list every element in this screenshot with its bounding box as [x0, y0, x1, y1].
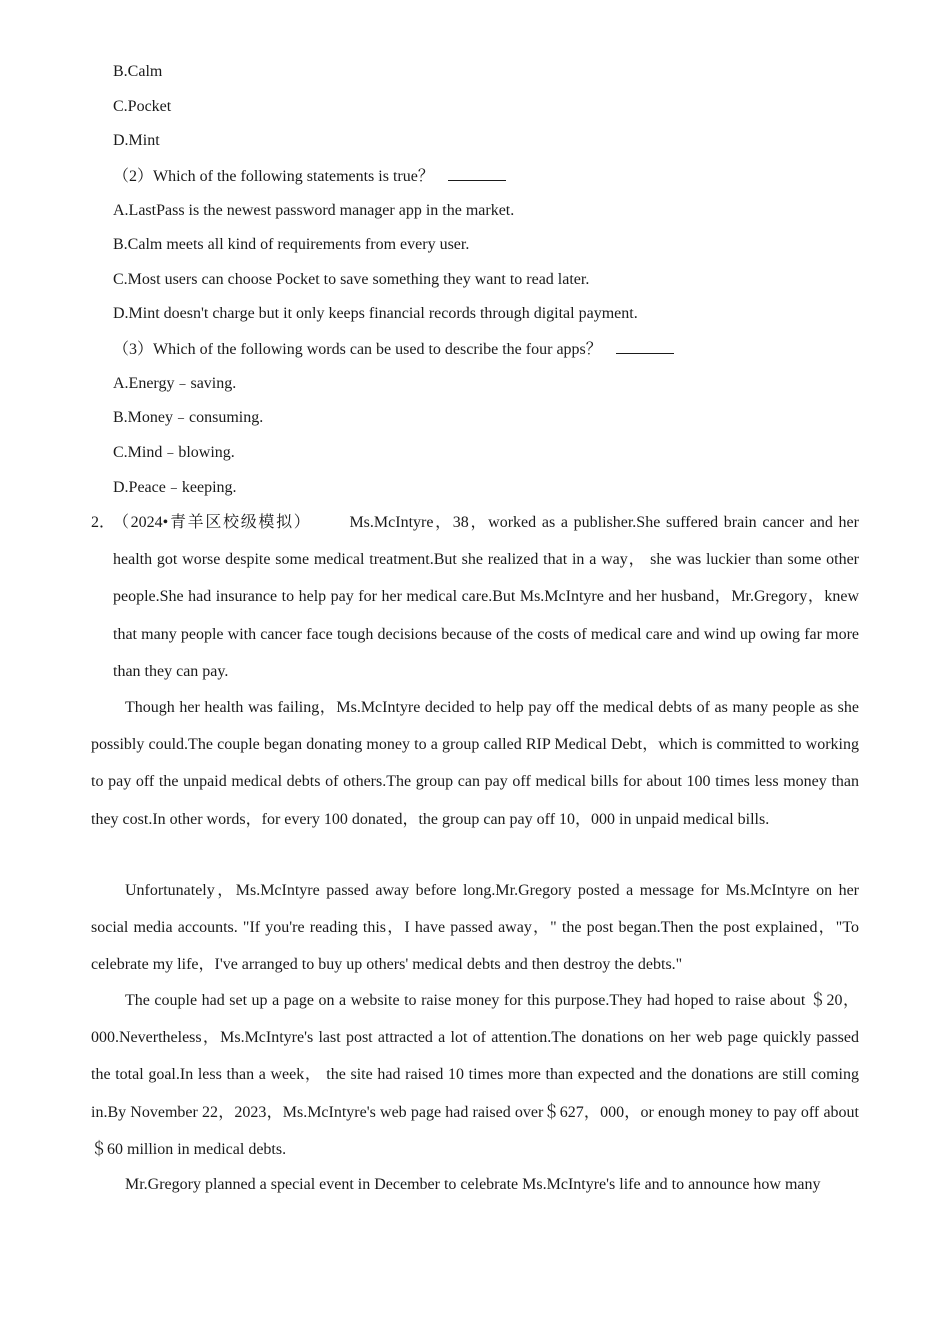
q1-option-b: B.Calm [113, 63, 163, 80]
q3-prompt: （3）Which of the following words can be used to describe the four apps？ [113, 341, 602, 358]
q3-option-c: C.Mind﹣blowing. [113, 444, 235, 461]
q2-question [113, 166, 506, 187]
item2-paragraph-5: Mr.Gregory planned a special event in December to celebrate Ms.McIntyre's life and to announce how many [125, 1176, 821, 1193]
item2-paragraph-4: The couple had set up a page on a website to raise money for this purpose.They had hoped to raise about ＄20，000.Nevertheless，Ms.McIntyre's last post attracted a lot of attention.The donations on her web page quickly passed the total goal.In less than a week， the site had raised 10 times more than expected and the donations are still coming in.By November 22，2023，Ms.McIntyre's web page had raised over＄627，000，or enough money to pay off about ＄60 million in medical debts. [91, 992, 859, 1158]
q1-option-c: C.Pocket [113, 98, 172, 115]
q2-answer-blank[interactable] [448, 166, 506, 181]
q3-option-d: D.Peace﹣keeping. [113, 479, 237, 496]
item2-paragraph-1 [113, 504, 859, 690]
q2-option-d: D.Mint doesn't charge but it only keeps financial records through digital payment. [113, 305, 638, 322]
item2-paragraph-2: Though her health was failing，Ms.McIntyre decided to help pay off the medical debts of as many people as she possibly could.The couple began donating money to a group called RIP Medical Debt，which is committed to working to pay off the unpaid medical debts of others.The group can pay off medical bills for about 100 times less money than they cost.In other words，for every 100 donated，the group can pay off 10，000 in unpaid medical bills. [91, 699, 859, 828]
q2-prompt: （2）Which of the following statements is true？ [113, 168, 434, 185]
item2-paragraph-3: Unfortunately，Ms.McIntyre passed away before long.Mr.Gregory posted a message for Ms.McIntyre on her social media accounts. "If you're reading this，I have passed away，" the post began.Then the post explained，"To celebrate my life，I've arranged to buy up others' medical debts and then destroy the debts." [91, 882, 859, 974]
q3-option-b: B.Money﹣consuming. [113, 409, 264, 426]
q2-option-a: A.LastPass is the newest password manager app in the market. [113, 202, 515, 219]
q3-question [113, 339, 674, 360]
item2-paragraph-1-text: Ms.McIntyre，38，worked as a publisher.She suffered brain cancer and her health got worse despite some medical treatment.But she realized that in a way， she was luckier than some other people.She had insurance to help pay for her medical care.But Ms.McIntyre and her husband，Mr.Gregory，knew that many people with cancer face tough decisions because of the costs of medical care and wind up owing far more than they can pay. [113, 514, 860, 680]
q3-answer-blank[interactable] [616, 339, 674, 354]
q2-option-b: B.Calm meets all kind of requirements from every user. [113, 236, 470, 253]
item2-source-tag: （2024•青羊区校级模拟） [113, 514, 312, 531]
item2-number: 2． [91, 514, 116, 531]
q1-option-d: D.Mint [113, 132, 160, 149]
q2-option-c: C.Most users can choose Pocket to save something they want to read later. [113, 271, 590, 288]
q3-option-a: A.Energy﹣saving. [113, 375, 237, 392]
